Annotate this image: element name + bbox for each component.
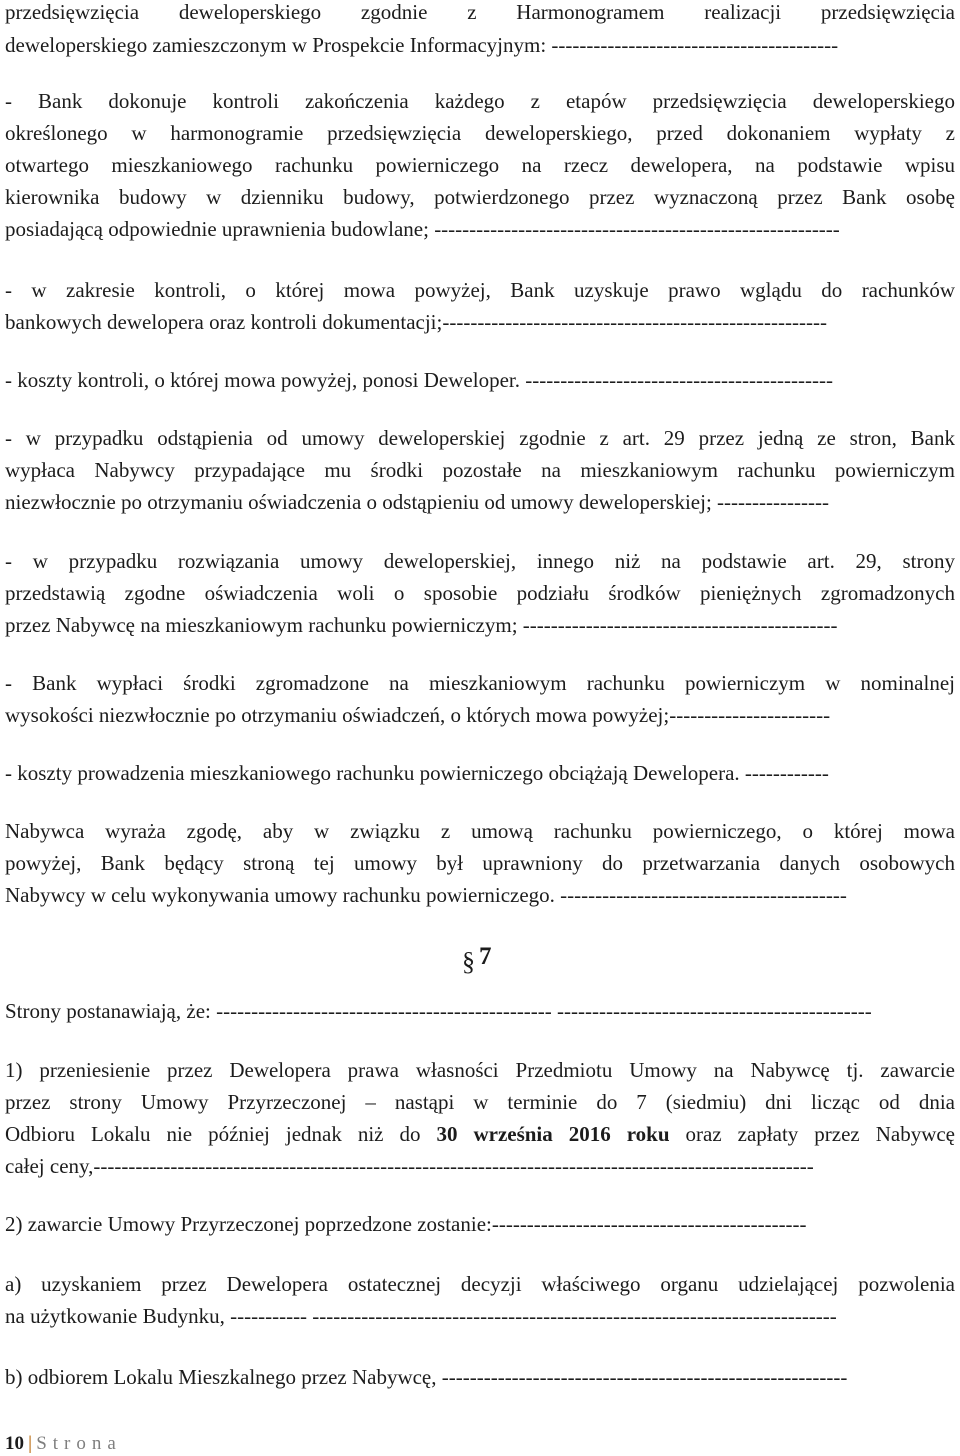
text-span: Odbioru Lokalu nie później jednak niż do [5,1122,437,1146]
text-line: na użytkowanie Budynku, ----------- --------------------------------------------------------------------------- [5,1304,837,1328]
text-line: - koszty prowadzenia mieszkaniowego rachunku powierniczego obciążają Dewelopera. ------------ [5,761,829,785]
text-line: całej ceny,------------------------------------------------------------------------------------------------------- [5,1154,814,1178]
text-line: - koszty kontroli, o której mowa powyżej, ponosi Deweloper. -------------------------------------------- [5,368,833,392]
text-line: kierownika budowy w dzienniku budowy, potwierdzonego przez wyznaczoną przez Bank osobę [5,185,955,209]
text-line: niezwłocznie po otrzymaniu oświadczenia o odstąpieniu od umowy deweloperskiej; ---------------- [5,490,829,514]
text-line: - Bank wypłaci środki zgromadzone na mieszkaniowym rachunku powierniczym w nominalnej [5,671,955,695]
text-line: b) odbiorem Lokalu Mieszkalnego przez Nabywcę, ---------------------------------------------------------- [5,1365,848,1389]
text-line: przedstawią zgodne oświadczenia woli o sposobie podziału środków pieniężnych zgromadzonych [5,581,955,605]
text-line: - w przypadku rozwiązania umowy deweloperskiej, innego niż na podstawie art. 29, strony [5,549,955,573]
section-heading [462,938,522,974]
text-line: Strony postanawiają, że: ------------------------------------------------ --------------------------------------------- [5,999,872,1023]
text-line: przez strony Umowy Przyrzeczonej – nastąpi w terminie do 7 (siedmiu) dni licząc od dnia [5,1090,955,1114]
text-line: deweloperskiego zamieszczonym w Prospekcie Informacyjnym: ----------------------------------------- [5,33,839,57]
text-line: powyżej, Bank będący stroną tej umowy był uprawniony do przetwarzania danych osobowych [5,851,955,875]
text-line: otwartego mieszkaniowego rachunku powierniczego na rzecz dewelopera, na podstawie wpisu [5,153,955,177]
text-line: Nabywcy w celu wykonywania umowy rachunku powierniczego. ----------------------------------------- [5,883,847,907]
text-line: bankowych dewelopera oraz kontroli dokumentacji;------------------------------------------------------- [5,310,827,334]
text-line: przez Nabywcę na mieszkaniowym rachunku powierniczym; --------------------------------------------- [5,613,838,637]
page-number: 10 [5,1433,24,1454]
text-line: - Bank dokonuje kontroli zakończenia każdego z etapów przedsięwzięcia deweloperskiego [5,89,955,113]
text-line: przedsięwzięcia deweloperskiego zgodnie z Harmonogramem realizacji przedsięwzięcia [5,0,955,24]
section-number: 7 [479,943,492,970]
text-line: wypłaca Nabywcy przypadające mu środki pozostałe na mieszkaniowym rachunku powierniczym [5,458,955,482]
text-line: określonego w harmonogramie przedsięwzięcia deweloperskiego, przed dokonaniem wypłaty z [5,121,955,145]
text-line [5,1118,955,1150]
text-line: - w przypadku odstąpienia od umowy deweloperskiej zgodnie z art. 29 przez jedną ze stron, Bank [5,426,955,450]
text-line: Nabywca wyraża zgodę, aby w związku z umową rachunku powierniczego, o której mowa [5,819,955,843]
text-span: oraz zapłaty przez Nabywcę [669,1122,955,1146]
footer-separator: | [28,1433,33,1454]
text-line: wysokości niezwłocznie po otrzymaniu oświadczeń, o których mowa powyżej;----------------------- [5,703,831,727]
text-line: 1) przeniesienie przez Dewelopera prawa własności Przedmiotu Umowy na Nabywcę tj. zawarcie [5,1058,955,1082]
page-label: Strona [36,1433,122,1454]
section-symbol: § [462,947,475,976]
deadline-date: 30 września 2016 roku [436,1122,670,1146]
text-line: - w zakresie kontroli, o której mowa powyżej, Bank uzyskuje prawo wglądu do rachunków [5,278,955,302]
text-line: 2) zawarcie Umowy Przyrzeczonej poprzedzone zostanie:--------------------------------------------- [5,1212,807,1236]
text-line: posiadającą odpowiednie uprawnienia budowlane; ---------------------------------------------------------- [5,217,840,241]
page-footer [5,1432,305,1456]
text-line: a) uzyskaniem przez Dewelopera ostatecznej decyzji właściwego organu udzielającej pozwolenia [5,1272,955,1296]
